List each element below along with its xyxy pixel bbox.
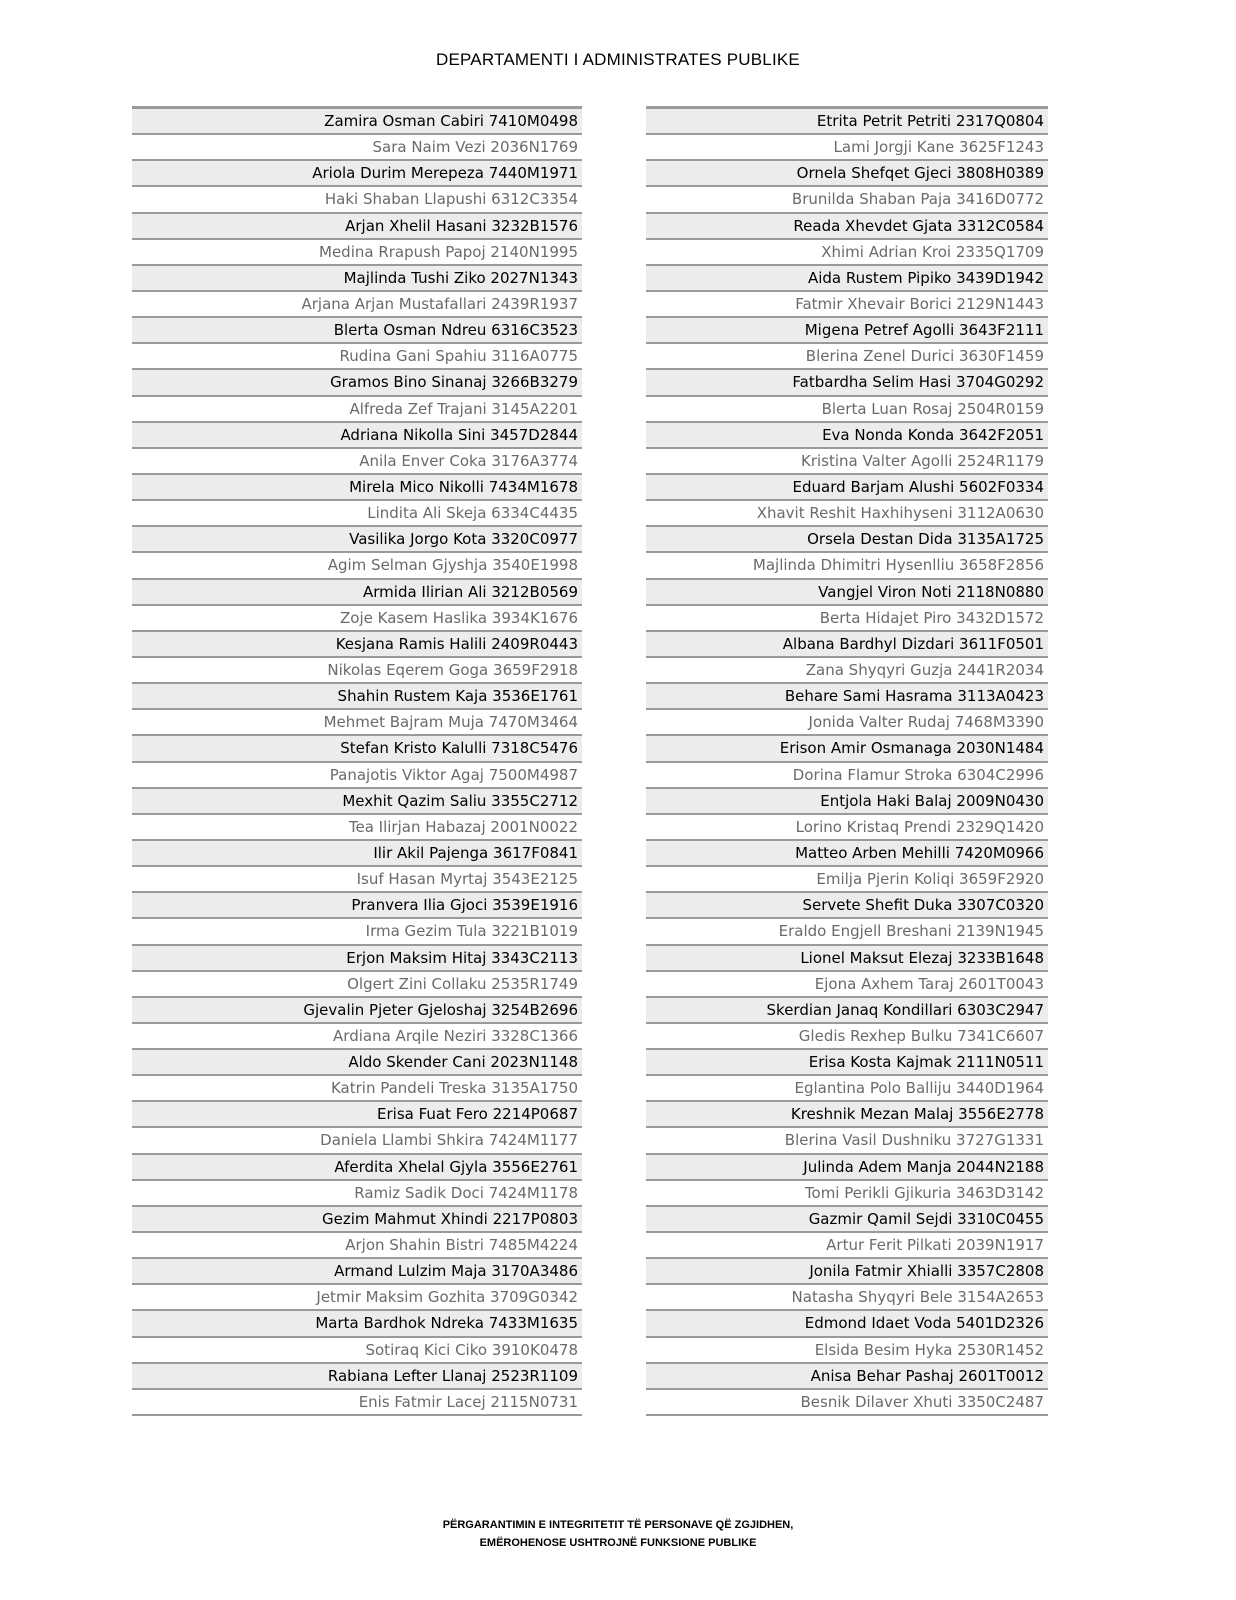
list-item: Ardiana Arqile Neziri 3328C1366	[132, 1024, 582, 1050]
list-item: Skerdian Janaq Kondillari 6303C2947	[646, 998, 1048, 1024]
list-item: Orsela Destan Dida 3135A1725	[646, 527, 1048, 553]
list-item: Irma Gezim Tula 3221B1019	[132, 919, 582, 945]
list-item: Ilir Akil Pajenga 3617F0841	[132, 841, 582, 867]
list-item: Gazmir Qamil Sejdi 3310C0455	[646, 1207, 1048, 1233]
list-item: Armida Ilirian Ali 3212B0569	[132, 580, 582, 606]
list-item: Marta Bardhok Ndreka 7433M1635	[132, 1311, 582, 1337]
list-item: Fatmir Xhevair Borici 2129N1443	[646, 292, 1048, 318]
list-item: Erisa Fuat Fero 2214P0687	[132, 1102, 582, 1128]
list-item: Jetmir Maksim Gozhita 3709G0342	[132, 1285, 582, 1311]
list-item: Ariola Durim Merepeza 7440M1971	[132, 161, 582, 187]
list-item: Eglantina Polo Balliju 3440D1964	[646, 1076, 1048, 1102]
list-item: Agim Selman Gjyshja 3540E1998	[132, 553, 582, 579]
list-item: Ejona Axhem Taraj 2601T0043	[646, 972, 1048, 998]
list-item: Aldo Skender Cani 2023N1148	[132, 1050, 582, 1076]
list-item: Lorino Kristaq Prendi 2329Q1420	[646, 815, 1048, 841]
list-item: Xhimi Adrian Kroi 2335Q1709	[646, 240, 1048, 266]
list-item: Zamira Osman Cabiri 7410M0498	[132, 109, 582, 135]
list-item: Matteo Arben Mehilli 7420M0966	[646, 841, 1048, 867]
list-item: Blerina Zenel Durici 3630F1459	[646, 344, 1048, 370]
list-item: Stefan Kristo Kalulli 7318C5476	[132, 736, 582, 762]
list-item: Aferdita Xhelal Gjyla 3556E2761	[132, 1155, 582, 1181]
list-item: Jonila Fatmir Xhialli 3357C2808	[646, 1259, 1048, 1285]
list-item: Etrita Petrit Petriti 2317Q0804	[646, 109, 1048, 135]
page-title: DEPARTAMENTI I ADMINISTRATES PUBLIKE	[436, 50, 800, 69]
list-item: Emilja Pjerin Koliqi 3659F2920	[646, 867, 1048, 893]
list-item: Kreshnik Mezan Malaj 3556E2778	[646, 1102, 1048, 1128]
list-item: Vasilika Jorgo Kota 3320C0977	[132, 527, 582, 553]
list-item: Daniela Llambi Shkira 7424M1177	[132, 1128, 582, 1154]
list-item: Erjon Maksim Hitaj 3343C2113	[132, 946, 582, 972]
list-item: Xhavit Reshit Haxhihyseni 3112A0630	[646, 501, 1048, 527]
list-item: Zana Shyqyri Guzja 2441R2034	[646, 658, 1048, 684]
footer	[0, 1516, 1236, 1552]
list-item: Olgert Zini Collaku 2535R1749	[132, 972, 582, 998]
list-item: Enis Fatmir Lacej 2115N0731	[132, 1390, 582, 1416]
list-item: Julinda Adem Manja 2044N2188	[646, 1155, 1048, 1181]
list-item: Natasha Shyqyri Bele 3154A2653	[646, 1285, 1048, 1311]
list-item: Mehmet Bajram Muja 7470M3464	[132, 710, 582, 736]
left-name-list	[132, 106, 582, 1416]
list-item: Majlinda Tushi Ziko 2027N1343	[132, 266, 582, 292]
list-item: Berta Hidajet Piro 3432D1572	[646, 606, 1048, 632]
list-item: Edmond Idaet Voda 5401D2326	[646, 1311, 1048, 1337]
list-item: Gledis Rexhep Bulku 7341C6607	[646, 1024, 1048, 1050]
list-item: Tea Ilirjan Habazaj 2001N0022	[132, 815, 582, 841]
list-item: Majlinda Dhimitri Hysenlliu 3658F2856	[646, 553, 1048, 579]
list-item: Panajotis Viktor Agaj 7500M4987	[132, 763, 582, 789]
list-item: Lionel Maksut Elezaj 3233B1648	[646, 946, 1048, 972]
list-item: Eva Nonda Konda 3642F2051	[646, 423, 1048, 449]
list-item: Migena Petref Agolli 3643F2111	[646, 318, 1048, 344]
list-item: Blerina Vasil Dushniku 3727G1331	[646, 1128, 1048, 1154]
list-item: Sotiraq Kici Ciko 3910K0478	[132, 1338, 582, 1364]
list-item: Rabiana Lefter Llanaj 2523R1109	[132, 1364, 582, 1390]
list-item: Erisa Kosta Kajmak 2111N0511	[646, 1050, 1048, 1076]
list-item: Eraldo Engjell Breshani 2139N1945	[646, 919, 1048, 945]
list-item: Anila Enver Coka 3176A3774	[132, 449, 582, 475]
list-item: Haki Shaban Llapushi 6312C3354	[132, 187, 582, 213]
list-item: Rudina Gani Spahiu 3116A0775	[132, 344, 582, 370]
list-item: Alfreda Zef Trajani 3145A2201	[132, 397, 582, 423]
list-item: Ornela Shefqet Gjeci 3808H0389	[646, 161, 1048, 187]
list-item: Anisa Behar Pashaj 2601T0012	[646, 1364, 1048, 1390]
list-item: Dorina Flamur Stroka 6304C2996	[646, 763, 1048, 789]
list-item: Kristina Valter Agolli 2524R1179	[646, 449, 1048, 475]
list-item: Entjola Haki Balaj 2009N0430	[646, 789, 1048, 815]
list-item: Katrin Pandeli Treska 3135A1750	[132, 1076, 582, 1102]
list-item: Eduard Barjam Alushi 5602F0334	[646, 475, 1048, 501]
list-item: Behare Sami Hasrama 3113A0423	[646, 684, 1048, 710]
list-item: Tomi Perikli Gjikuria 3463D3142	[646, 1181, 1048, 1207]
list-item: Adriana Nikolla Sini 3457D2844	[132, 423, 582, 449]
list-item: Albana Bardhyl Dizdari 3611F0501	[646, 632, 1048, 658]
list-item: Armand Lulzim Maja 3170A3486	[132, 1259, 582, 1285]
list-item: Gjevalin Pjeter Gjeloshaj 3254B2696	[132, 998, 582, 1024]
right-name-list	[646, 106, 1048, 1416]
list-item: Besnik Dilaver Xhuti 3350C2487	[646, 1390, 1048, 1416]
list-item: Gramos Bino Sinanaj 3266B3279	[132, 370, 582, 396]
list-item: Vangjel Viron Noti 2118N0880	[646, 580, 1048, 606]
list-item: Reada Xhevdet Gjata 3312C0584	[646, 214, 1048, 240]
list-item: Sara Naim Vezi 2036N1769	[132, 135, 582, 161]
list-item: Medina Rrapush Papoj 2140N1995	[132, 240, 582, 266]
list-item: Arjan Xhelil Hasani 3232B1576	[132, 214, 582, 240]
list-item: Kesjana Ramis Halili 2409R0443	[132, 632, 582, 658]
list-item: Mirela Mico Nikolli 7434M1678	[132, 475, 582, 501]
list-item: Ramiz Sadik Doci 7424M1178	[132, 1181, 582, 1207]
footer-line-1: PËRGARANTIMIN E INTEGRITETIT TË PERSONAVE QË ZGJIDHEN,	[442, 1519, 794, 1531]
list-item: Arjana Arjan Mustafallari 2439R1937	[132, 292, 582, 318]
list-item: Nikolas Eqerem Goga 3659F2918	[132, 658, 582, 684]
list-item: Erison Amir Osmanaga 2030N1484	[646, 736, 1048, 762]
list-item: Blerta Luan Rosaj 2504R0159	[646, 397, 1048, 423]
list-item: Isuf Hasan Myrtaj 3543E2125	[132, 867, 582, 893]
list-item: Arjon Shahin Bistri 7485M4224	[132, 1233, 582, 1259]
list-item: Gezim Mahmut Xhindi 2217P0803	[132, 1207, 582, 1233]
list-item: Mexhit Qazim Saliu 3355C2712	[132, 789, 582, 815]
list-item: Fatbardha Selim Hasi 3704G0292	[646, 370, 1048, 396]
list-item: Lindita Ali Skeja 6334C4435	[132, 501, 582, 527]
list-item: Artur Ferit Pilkati 2039N1917	[646, 1233, 1048, 1259]
list-item: Elsida Besim Hyka 2530R1452	[646, 1338, 1048, 1364]
list-item: Lami Jorgji Kane 3625F1243	[646, 135, 1048, 161]
footer-line-2: EMËROHENOSE USHTROJNË FUNKSIONE PUBLIKE	[479, 1537, 757, 1549]
list-item: Shahin Rustem Kaja 3536E1761	[132, 684, 582, 710]
list-item: Brunilda Shaban Paja 3416D0772	[646, 187, 1048, 213]
list-item: Blerta Osman Ndreu 6316C3523	[132, 318, 582, 344]
list-item: Servete Shefit Duka 3307C0320	[646, 893, 1048, 919]
list-item: Jonida Valter Rudaj 7468M3390	[646, 710, 1048, 736]
list-item: Pranvera Ilia Gjoci 3539E1916	[132, 893, 582, 919]
list-item: Zoje Kasem Haslika 3934K1676	[132, 606, 582, 632]
list-item: Aida Rustem Pipiko 3439D1942	[646, 266, 1048, 292]
